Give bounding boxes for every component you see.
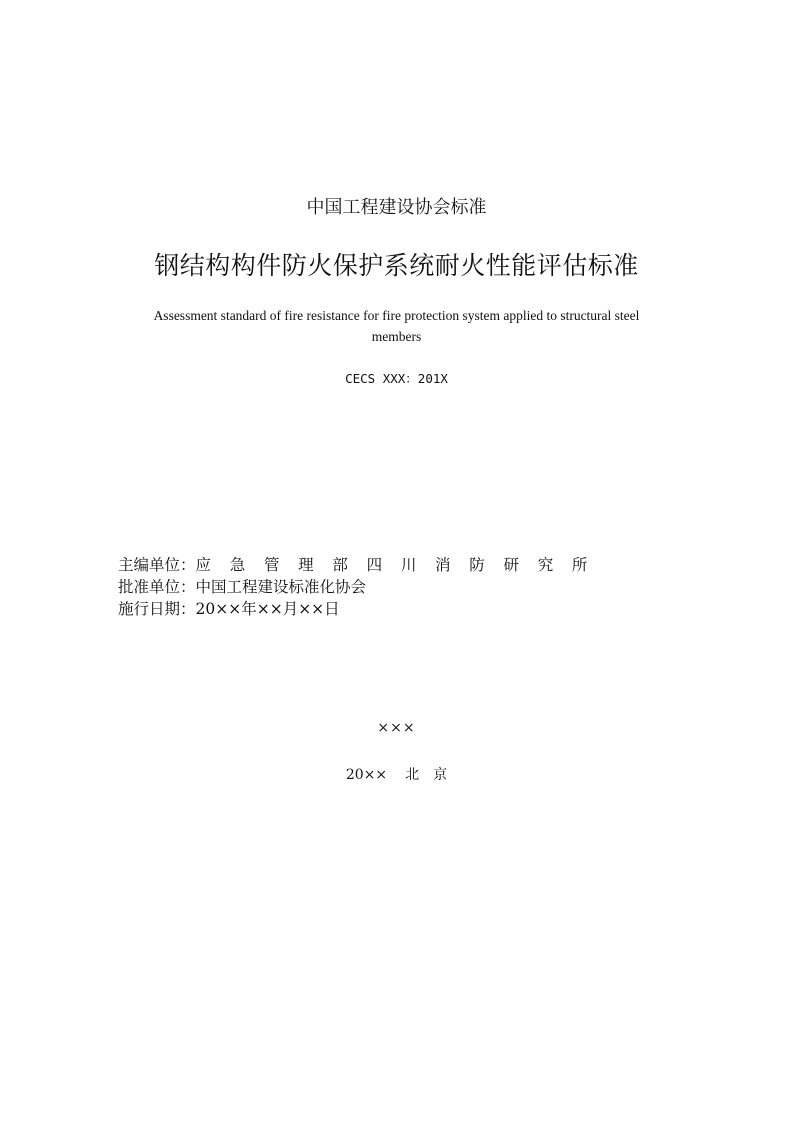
approval-value: 中国工程建设标准化协会 xyxy=(195,578,367,596)
effective-date-row xyxy=(118,597,340,619)
standard-code: CECS XXX：201X xyxy=(345,371,448,386)
chief-editor-char: 急 xyxy=(229,556,246,574)
approval-row xyxy=(118,575,366,597)
publication-line xyxy=(0,764,793,784)
publisher-mark: ××× xyxy=(377,720,416,736)
publication-year: 20×× xyxy=(345,767,388,783)
chief-editor-value xyxy=(196,553,588,575)
chief-editor-char: 四 xyxy=(366,556,383,574)
chief-editor-char: 部 xyxy=(332,556,348,574)
chief-editor-row xyxy=(118,553,588,575)
approval-label: 批准单位： xyxy=(118,578,196,596)
org-standard-heading: 中国工程建设协会标准 xyxy=(306,197,487,218)
chief-editor-char: 研 xyxy=(503,556,519,574)
chief-editor-char: 防 xyxy=(469,556,485,574)
chief-editor-char: 管 xyxy=(263,556,280,574)
chief-editor-char: 究 xyxy=(537,556,554,574)
chief-editor-char: 所 xyxy=(571,556,588,574)
chief-editor-char: 理 xyxy=(298,556,314,574)
effective-date-value: 20××年××月××日 xyxy=(195,600,340,618)
publication-city-char: 京 xyxy=(433,767,448,783)
page-title: 钢结构构件防火保护系统耐火性能评估标准 xyxy=(154,251,639,280)
english-title: Assessment standard of fire resistance for fire protection system applied to structural steel members xyxy=(153,308,640,344)
publication-city-char: 北 xyxy=(405,767,420,783)
chief-editor-char: 应 xyxy=(195,556,212,574)
effective-date-label: 施行日期： xyxy=(118,600,196,618)
chief-editor-char: 消 xyxy=(435,556,451,574)
chief-editor-label: 主编单位： xyxy=(118,556,196,574)
chief-editor-char: 川 xyxy=(400,556,417,574)
